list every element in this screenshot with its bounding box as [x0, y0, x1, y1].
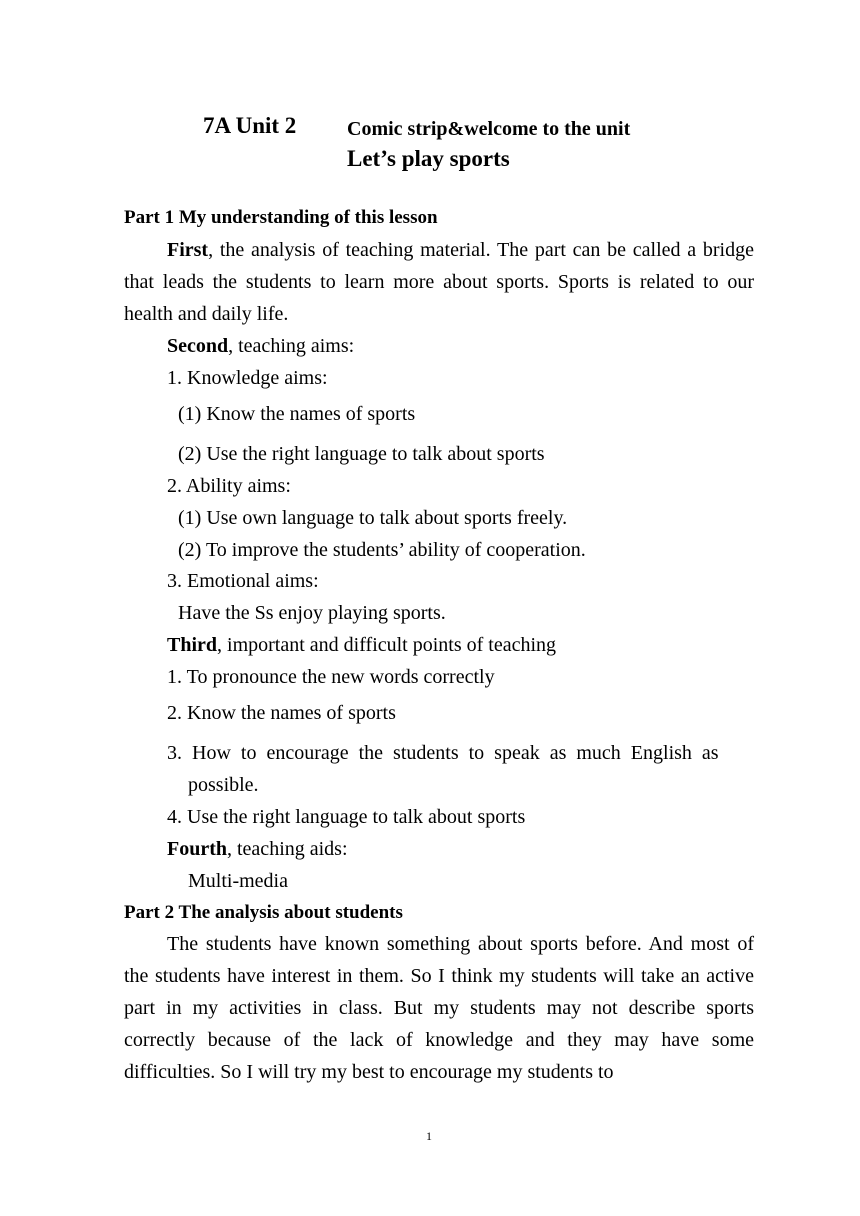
lesson-title: Let’s play sports	[347, 146, 510, 171]
knowledge-aim-1: (1) Know the names of sports	[178, 403, 416, 425]
first-label: First	[167, 239, 209, 261]
knowledge-aims-heading: 1. Knowledge aims:	[167, 367, 328, 389]
point-3-line-1: 3. How to encourage the students to speak as much English as	[167, 742, 719, 764]
fourth-text: , teaching aids:	[227, 838, 348, 860]
point-4: 4. Use the right language to talk about sports	[167, 806, 526, 828]
emotional-aim-1: Have the Ss enjoy playing sports.	[178, 602, 446, 624]
point-1: 1. To pronounce the new words correctly	[167, 666, 495, 688]
third-text: , important and difficult points of teaching	[217, 634, 557, 656]
first-paragraph	[124, 234, 754, 330]
first-text: , the analysis of teaching material. The part can be called a bridge that leads the students to learn more about sports. Sports is related to our health and daily life.	[124, 239, 754, 325]
fourth-line	[167, 833, 348, 865]
part2-heading: Part 2 The analysis about students	[124, 902, 403, 923]
unit-title: 7A Unit 2	[203, 113, 297, 138]
part2-paragraph: The students have known something about sports before. And most of the students have interest in them. So I think my students will take an active part in my activities in class. But my students may not describe sports correctly because of the lack of knowledge and they may have some difficulties. So I will try my best to encourage my students to	[124, 933, 754, 1083]
topic-title: Comic strip&welcome to the unit	[347, 118, 631, 140]
ability-aims-heading: 2. Ability aims:	[167, 475, 291, 497]
third-label: Third	[167, 634, 218, 656]
part1-heading: Part 1 My understanding of this lesson	[124, 207, 438, 228]
page-number: 1	[426, 1129, 432, 1143]
third-line	[167, 629, 556, 661]
second-label: Second	[167, 335, 229, 357]
point-2: 2. Know the names of sports	[167, 702, 396, 724]
teaching-aids: Multi-media	[188, 870, 288, 892]
emotional-aims-heading: 3. Emotional aims:	[167, 570, 319, 592]
fourth-label: Fourth	[167, 838, 227, 860]
knowledge-aim-2: (2) Use the right language to talk about sports	[178, 443, 545, 465]
point-3-line-2: possible.	[188, 774, 259, 796]
ability-aim-1: (1) Use own language to talk about sports freely.	[178, 507, 568, 529]
ability-aim-2: (2) To improve the students’ ability of cooperation.	[178, 539, 586, 561]
second-text: , teaching aims:	[228, 335, 355, 357]
second-line	[167, 330, 354, 362]
